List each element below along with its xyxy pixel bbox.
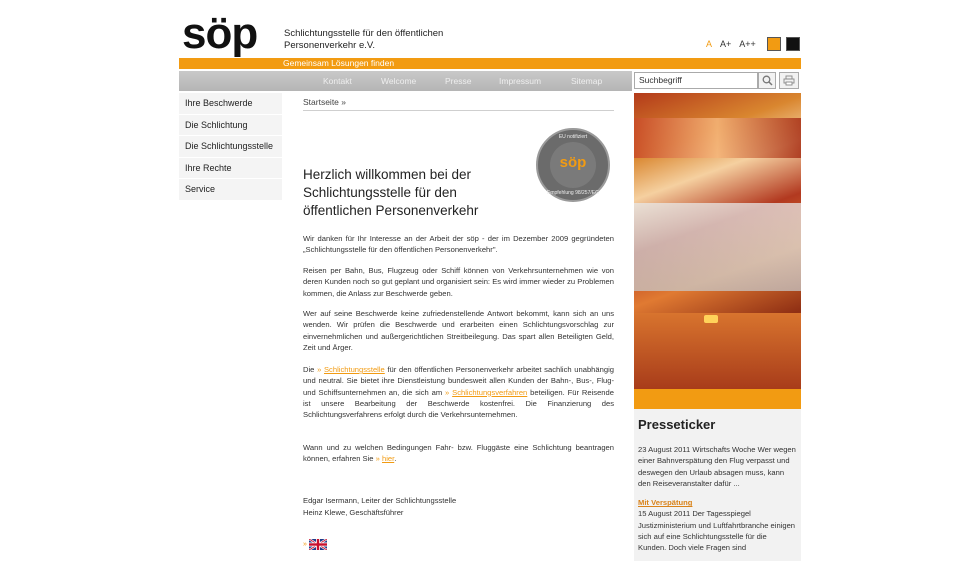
nav-kontakt[interactable]: Kontakt <box>323 76 352 86</box>
presseticker-box <box>634 409 801 561</box>
bus-photo-front <box>634 313 801 389</box>
font-size-normal[interactable]: A <box>706 39 713 49</box>
eu-notified-seal <box>536 128 610 202</box>
link-arrow: » <box>445 387 450 397</box>
signature-leiter: Edgar Isermann, Leiter der Schlichtungsstelle <box>303 496 457 505</box>
font-size-large[interactable]: A+ <box>720 39 732 49</box>
slogan: Gemeinsam Lösungen finden <box>283 58 395 68</box>
sidebar-item-ihre-rechte[interactable]: Ihre Rechte <box>179 158 282 180</box>
sidebar-item-die-schlichtung[interactable]: Die Schlichtung <box>179 115 282 137</box>
paragraph-neutral <box>303 364 614 420</box>
presse-item: 23 August 2011 Wirtschafts Woche Wer wegen einer Bahnverspätung den Flug verpasst und deswegen den Urlaub absagen muss, kann den Reiseveranstalter dafür ... <box>638 445 796 488</box>
link-arrow: » <box>303 541 307 548</box>
top-nav <box>179 71 632 91</box>
orange-divider <box>634 389 801 409</box>
breadcrumb-divider <box>303 110 614 111</box>
bus-photo-headlight <box>704 315 718 323</box>
link-arrow: » <box>375 454 380 464</box>
p5-pre: Wann und zu welchen Bedingungen Fahr- bzw. Fluggäste eine Schlichtung beantragen können, erfahren Sie <box>303 443 614 464</box>
sidebar-nav <box>179 93 282 201</box>
seal-center-text: söp <box>559 154 587 171</box>
font-size-switcher <box>706 39 756 49</box>
print-button[interactable] <box>779 72 799 89</box>
presseticker-title: Presseticker <box>638 417 716 432</box>
signature-block <box>303 495 456 519</box>
slogan-bar <box>179 58 801 69</box>
color-scheme-contrast-button[interactable] <box>786 37 800 51</box>
print-icon <box>783 75 795 86</box>
link-arrow: » <box>317 365 322 374</box>
bus-photo-windows <box>634 203 801 291</box>
search-icon <box>762 75 773 86</box>
bus-photo <box>634 93 801 389</box>
page-title: Herzlich willkommen bei der Schlichtungsstelle für den öffentlichen Personenverkehr <box>303 167 479 218</box>
english-language-link[interactable] <box>303 539 327 550</box>
breadcrumb[interactable]: Startseite » <box>303 97 346 107</box>
paragraph-complaint: Wer auf seine Beschwerde keine zufriedenstellende Antwort bekommt, kann sich an uns wenden. Wir prüfen die Beschwerde und erarbeiten einen Schlichtungsvorschlag zur einvernehmlichen und außergerichtlichen Streitbeilegung. Das spart allen Beteiligten Geld, Zeit und Ärger. <box>303 309 614 352</box>
sidebar-item-ihre-beschwerde[interactable]: Ihre Beschwerde <box>179 93 282 115</box>
p4-post: beteiligen. Für Reisende ist unsere Bearbeitung der Beschwerde kostenfrei. Die Finanzierung des Schlichtungsverfahrens erfolgt durch die Verkehrsunternehmen. <box>303 387 614 420</box>
sidebar-item-service[interactable]: Service <box>179 179 282 201</box>
link-schlichtungsverfahren[interactable]: Schlichtungsverfahren <box>452 387 528 397</box>
nav-welcome[interactable]: Welcome <box>381 76 417 86</box>
p4-pre: Die <box>303 365 318 374</box>
font-size-xlarge[interactable]: A++ <box>739 39 756 49</box>
site-tagline: Schlichtungsstelle für den öffentlichen Personenverkehr e.V. <box>284 28 444 51</box>
p4-mid: für den öffentlichen Personenverkehr arbeitet sachlich unabhängig und neutral. Sie bietet ihre Dienstleistung bundesweit allen Kunden der Bahn-, Bus-, Flug- und Schiffsunternehmen an, die sich am <box>303 365 614 397</box>
seal-top-text: EU notifiziert <box>558 134 588 140</box>
presse-link-mit-verspaetung[interactable]: Mit Verspätung <box>638 498 693 508</box>
soep-logo[interactable]: söp <box>182 9 258 58</box>
sidebar-item-die-schlichtungsstelle[interactable]: Die Schlichtungsstelle <box>179 136 282 158</box>
paragraph-intro: Wir danken für Ihr Interesse an der Arbeit der söp - der im Dezember 2009 gegründeten „Schlichtungsstelle für den öffentlichen Personenverkehr". <box>303 234 614 255</box>
p5-post: . <box>394 454 397 464</box>
signature-geschaeftsfuehrer: Heinz Klewe, Geschäftsführer <box>303 508 404 517</box>
search-input[interactable]: Suchbegriff <box>634 72 758 89</box>
presse-item <box>638 497 797 553</box>
paragraph-problems: Reisen per Bahn, Bus, Flugzeug oder Schiff können von Verkehrsunternehmen wie von deren Kunden noch so gut geplant und organisiert sein: Es wird immer wieder zu Problemen kommen, die Anlass zur Beschwerde geben. <box>303 266 614 298</box>
nav-sitemap[interactable]: Sitemap <box>571 76 603 86</box>
color-scheme-orange-button[interactable] <box>767 37 781 51</box>
nav-presse[interactable]: Presse <box>445 76 472 86</box>
uk-flag-icon <box>309 539 327 550</box>
link-schlichtungsstelle[interactable]: Schlichtungsstelle <box>323 365 385 374</box>
nav-impressum[interactable]: Impressum <box>499 76 542 86</box>
seal-bottom-text: Empfehlung 98/257/EG <box>547 190 599 196</box>
search-button[interactable] <box>758 72 776 89</box>
link-hier[interactable]: hier <box>381 454 395 464</box>
bus-photo-stripe <box>634 118 801 158</box>
paragraph-conditions <box>303 442 614 465</box>
presse-item-text: 15 August 2011 Der Tagesspiegel Justizministerium und Luftfahrtbranche einigen sich auf eine Schlichtungsstelle für die Kunden. Doch viele Fragen sind <box>638 509 796 553</box>
